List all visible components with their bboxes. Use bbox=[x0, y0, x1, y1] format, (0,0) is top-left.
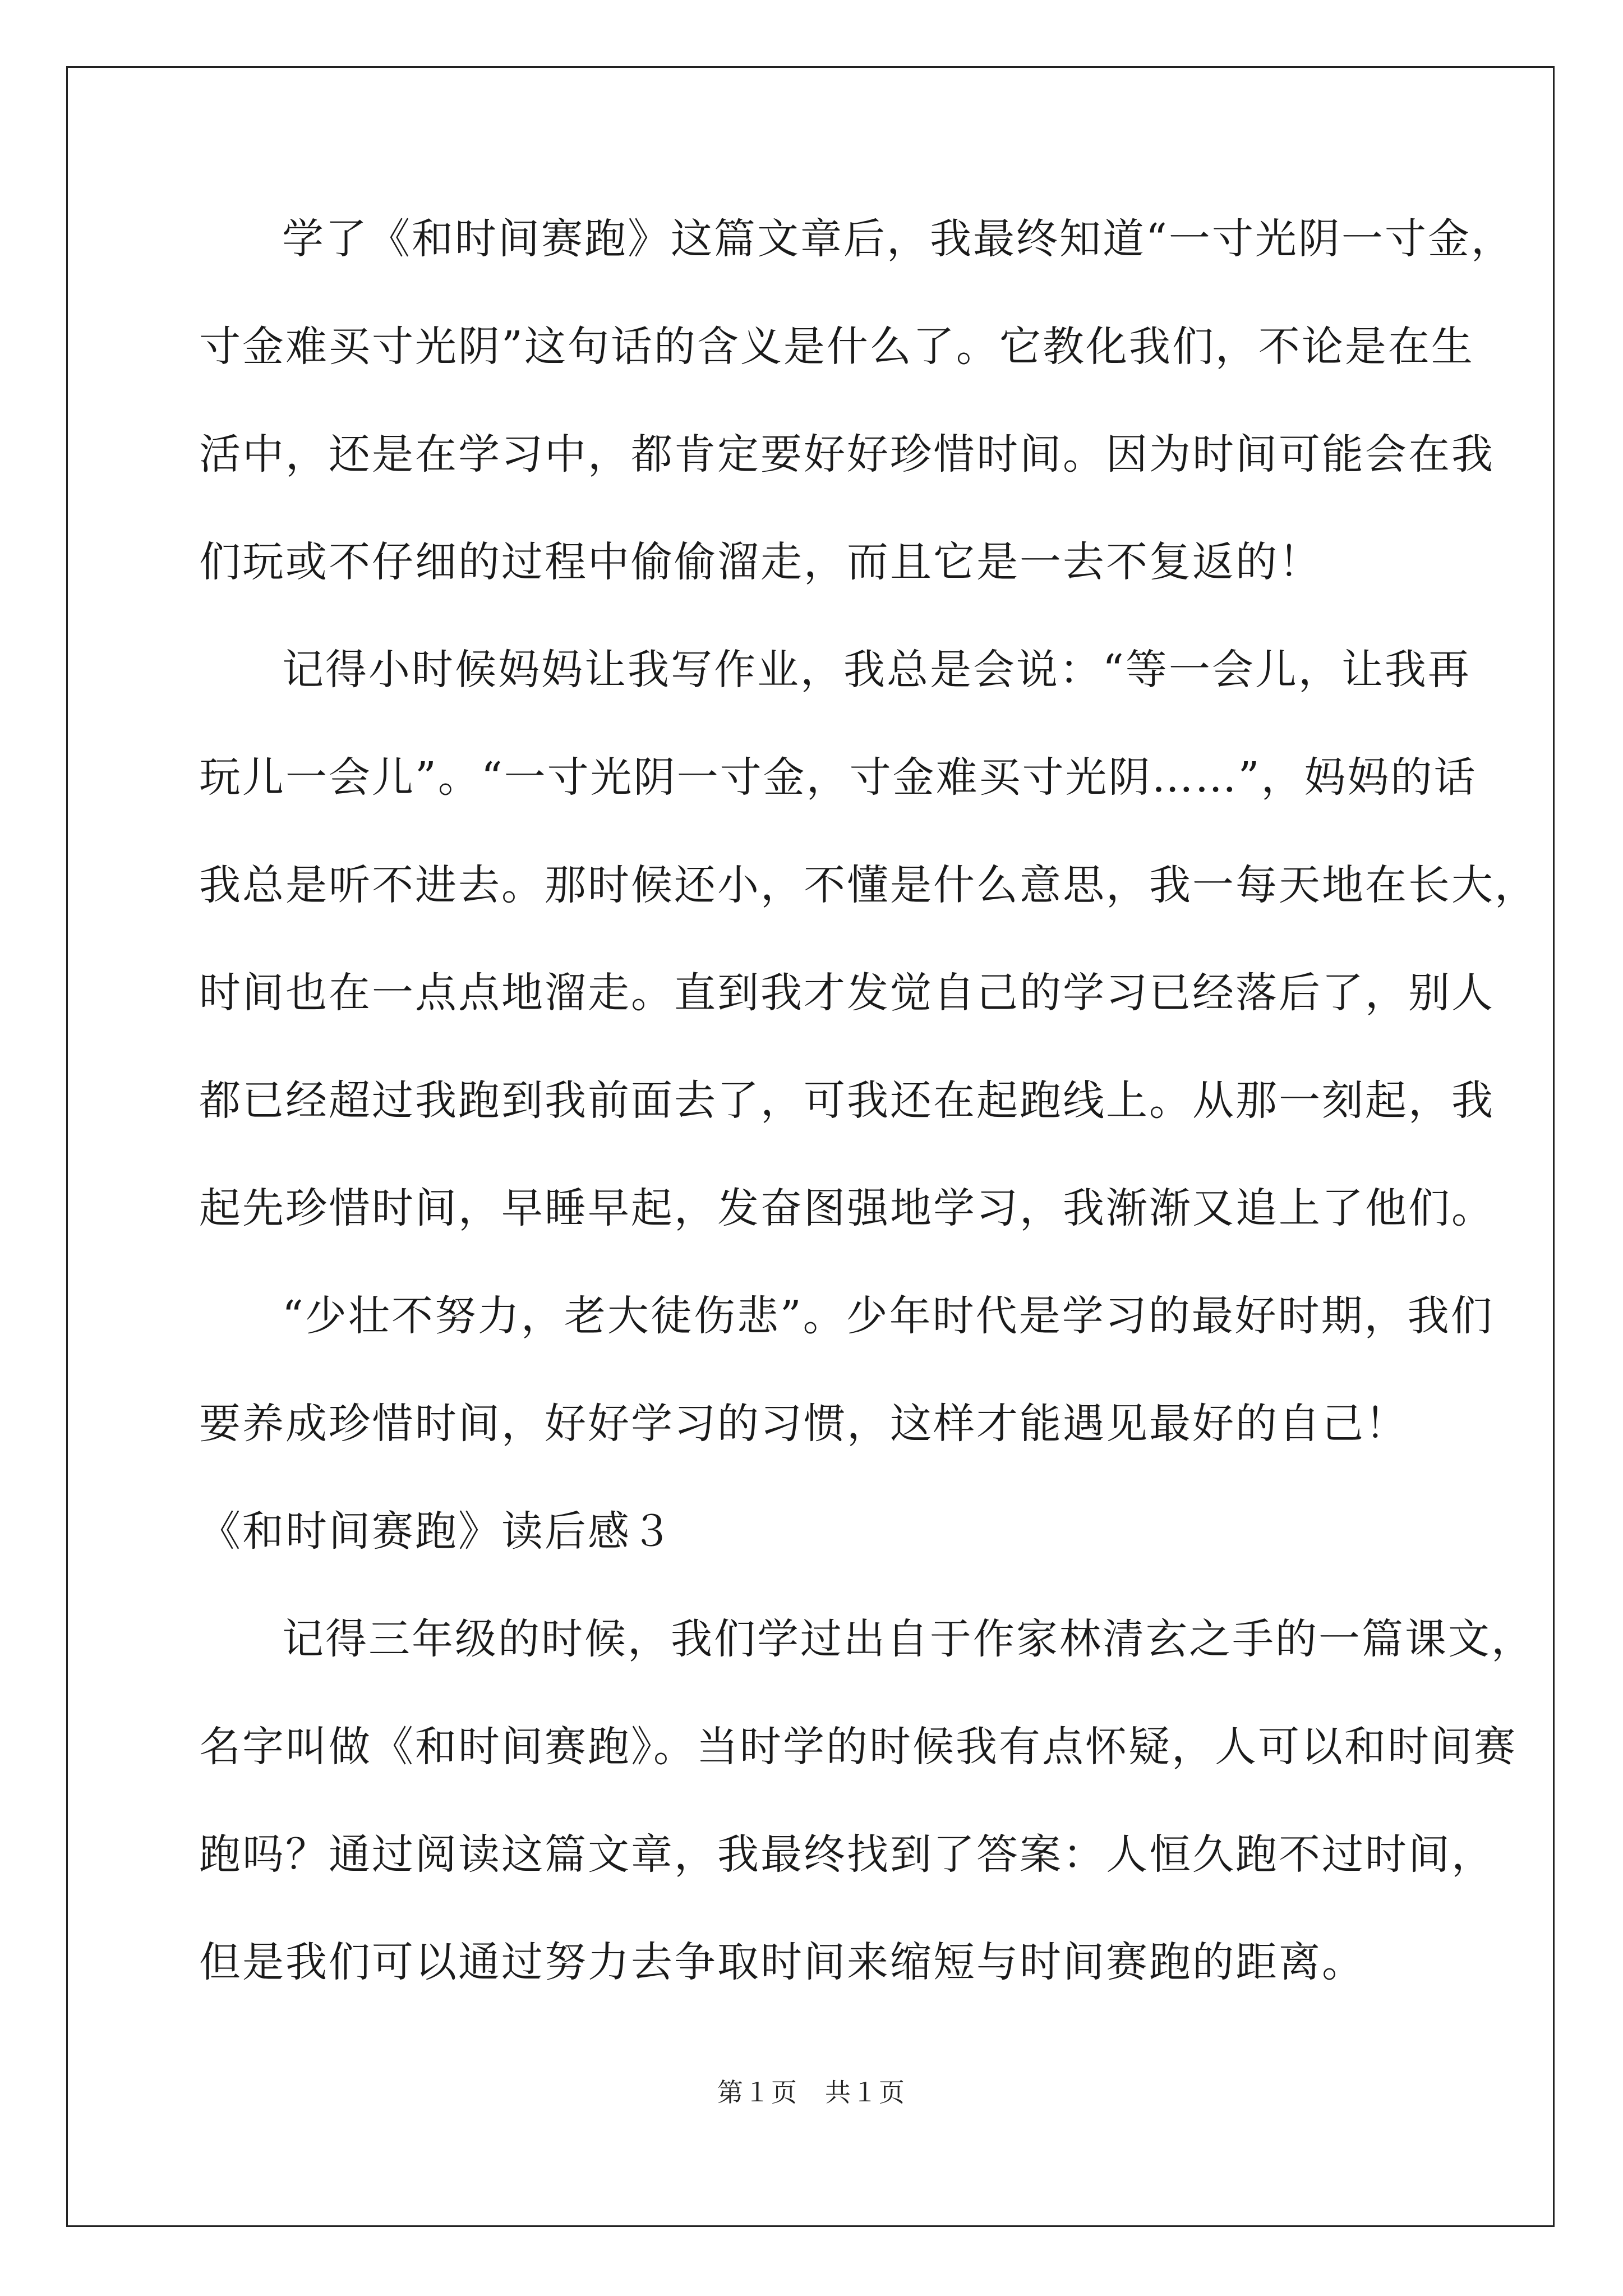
text-line: 都已经超过我跑到我前面去了，可我还在起跑线上。从那一刻起，我 bbox=[199, 1076, 1495, 1125]
text-line: 名字叫做《和时间赛跑》。当时学的时候我有点怀疑，人可以和时间赛 bbox=[199, 1723, 1517, 1771]
paragraph-4 bbox=[199, 1585, 1534, 2016]
text-line: 记得小时候妈妈让我写作业，我总是会说：“等一会儿，让我再 bbox=[282, 646, 1471, 694]
paragraph-2 bbox=[199, 616, 1538, 1262]
text-line: 记得三年级的时候，我们学过出自于作家林清玄之手的一篇课文， bbox=[282, 1615, 1534, 1663]
text-line: 时间也在一点点地溜走。直到我才发觉自己的学习已经落后了，别人 bbox=[199, 969, 1495, 1017]
text-line: 学了《和时间赛跑》这篇文章后，我最终知道“一寸光阴一寸金， bbox=[282, 215, 1514, 263]
text-line: “少壮不努力，老大徒伤悲”。少年时代是学习的最好时期，我们 bbox=[282, 1292, 1494, 1340]
page-footer: 第１页 共１页 bbox=[717, 2077, 906, 2108]
text-line: 活中，还是在学习中，都肯定要好好珍惜时间。因为时间可能会在我 bbox=[199, 430, 1495, 478]
text-line: 但是我们可以通过努力去争取时间来缩短与时间赛跑的距离。 bbox=[199, 1938, 1365, 1986]
document-body bbox=[199, 185, 1538, 2016]
text-line: 们玩或不仔细的过程中偷偷溜走，而且它是一去不复返的！ bbox=[199, 538, 1322, 586]
text-line: 跑吗？通过阅读这篇文章，我最终找到了答案：人恒久跑不过时间， bbox=[199, 1830, 1495, 1879]
paragraph-3 bbox=[199, 1262, 1494, 1478]
section-heading: 《和时间赛跑》读后感３ bbox=[199, 1507, 674, 1556]
text-line: 我总是听不进去。那时候还小，不懂是什么意思，我一每天地在长大， bbox=[199, 861, 1538, 909]
text-line: 要养成珍惜时间，好好学习的习惯，这样才能遇见最好的自己！ bbox=[199, 1400, 1408, 1448]
text-line: 玩儿一会儿”。“一寸光阴一寸金，寸金难买寸光阴……”，妈妈的话 bbox=[199, 753, 1477, 802]
text-line: 起先珍惜时间，早睡早起，发奋图强地学习，我渐渐又追上了他们。 bbox=[199, 1184, 1495, 1232]
paragraph-1 bbox=[199, 185, 1514, 616]
text-line: 寸金难买寸光阴”这句话的含义是什么了。它教化我们，不论是在生 bbox=[199, 323, 1474, 371]
